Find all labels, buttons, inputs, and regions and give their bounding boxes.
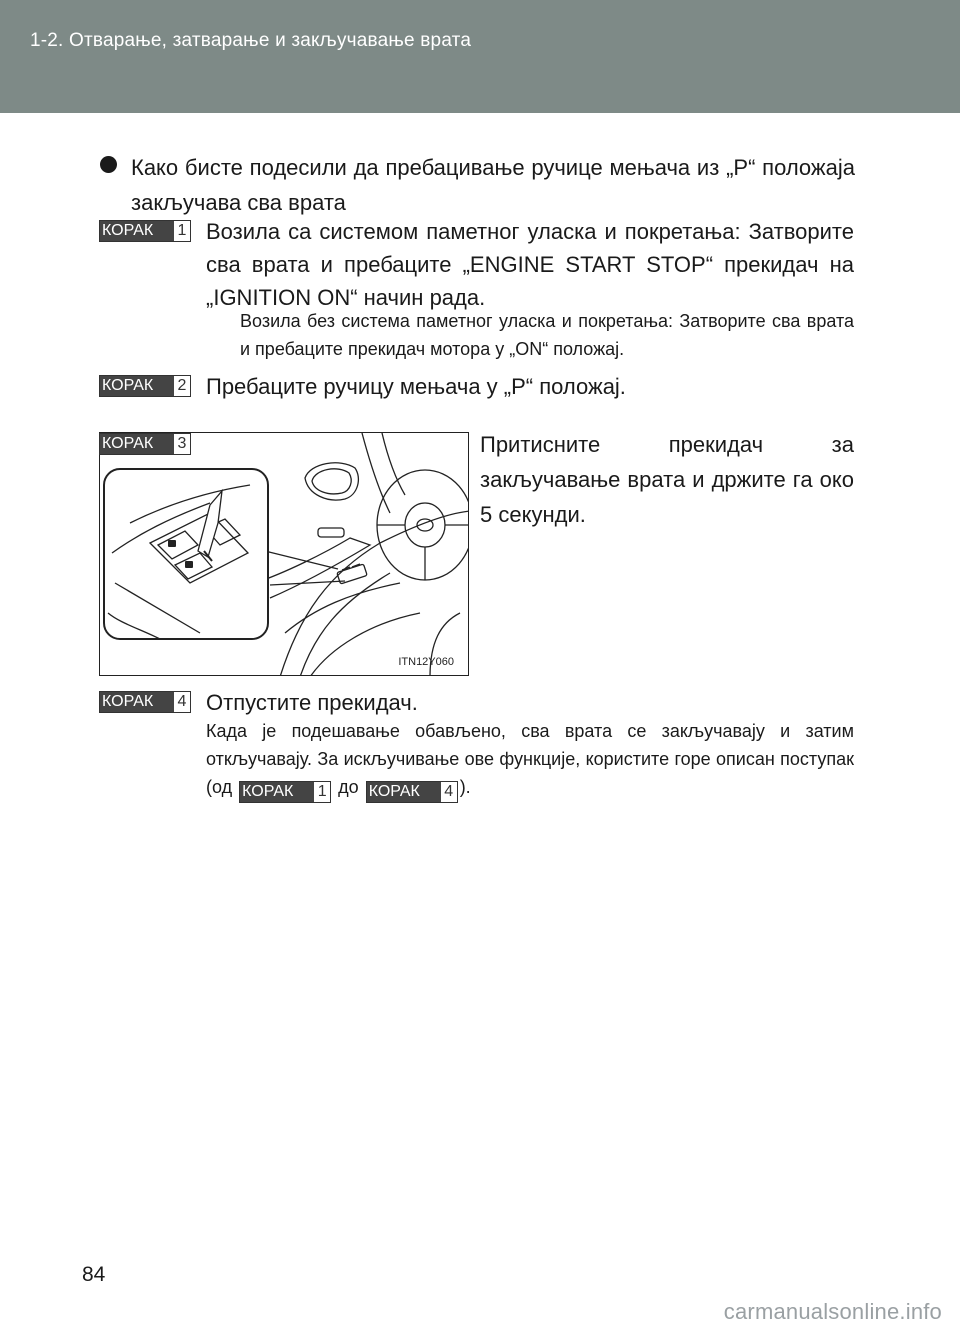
step-badge-number: 1 — [174, 221, 190, 241]
step-badge-word: КОРАК — [100, 692, 174, 712]
procedure-heading-text: Како бисте подесили да пребацивање ручице мењача из „P“ положаја закључава сва врата — [131, 155, 855, 215]
page-number: 84 — [82, 1263, 106, 1286]
step-badge-number: 1 — [314, 782, 330, 802]
step-3-text: Притисните прекидач за закључавање врата и држите га око 5 секунди. — [480, 432, 854, 527]
step-badge-number: 2 — [174, 376, 190, 396]
step-badge-word: КОРАК — [367, 782, 441, 802]
step-badge-word: КОРАК — [100, 376, 174, 396]
step-badge-2 — [99, 375, 191, 397]
step-4-body-end: ). — [459, 777, 471, 797]
step-4-body-connector: до — [338, 777, 359, 797]
step-1-note: Возила без система паметног уласка и покретања: Затворите сва врата и пребаците прекидач мотора у „ON“ положај. — [240, 311, 854, 359]
procedure-heading — [100, 150, 855, 220]
watermark: carmanualsonline.info — [723, 1299, 942, 1324]
step-2-text: Пребаците ручицу мењача у „P“ положај. — [206, 374, 626, 399]
step-ref-from-badge — [239, 781, 331, 803]
section-title: 1-2. Отварање, затварање и закључавање врата — [30, 30, 472, 51]
step-badge-word: КОРАК — [240, 782, 314, 802]
step-badge-number: 4 — [174, 692, 190, 712]
step-4-body-text: Када је подешавање обављено, сва врата се закључавају и затим откључавају. За искључивање ове функције, користите горе описан поступак (од — [206, 721, 854, 797]
step-badge-3 — [99, 433, 191, 455]
step-badge-word: КОРАК — [100, 434, 174, 454]
step-badge-word: КОРАК — [100, 221, 174, 241]
door-lock-switch-illustration — [99, 432, 469, 676]
section-header — [0, 0, 960, 113]
step-4-body — [206, 717, 854, 803]
step-1-text: Возила са системом паметног уласка и покретања: Затворите сва врата и пребаците „ENGINE START STOP“ прекидач на „IGNITION ON“ начин рада. — [206, 219, 854, 310]
step-badge-1 — [99, 220, 191, 242]
bullet-icon — [100, 156, 117, 173]
step-badge-4 — [99, 691, 191, 713]
step-ref-to-badge — [366, 781, 458, 803]
figure-code: ITN12Y060 — [398, 656, 454, 668]
step-badge-number: 4 — [441, 782, 457, 802]
step-badge-number: 3 — [174, 434, 190, 454]
illustration-drawing — [100, 433, 469, 676]
step-4-title: Отпустите прекидач. — [206, 690, 418, 715]
